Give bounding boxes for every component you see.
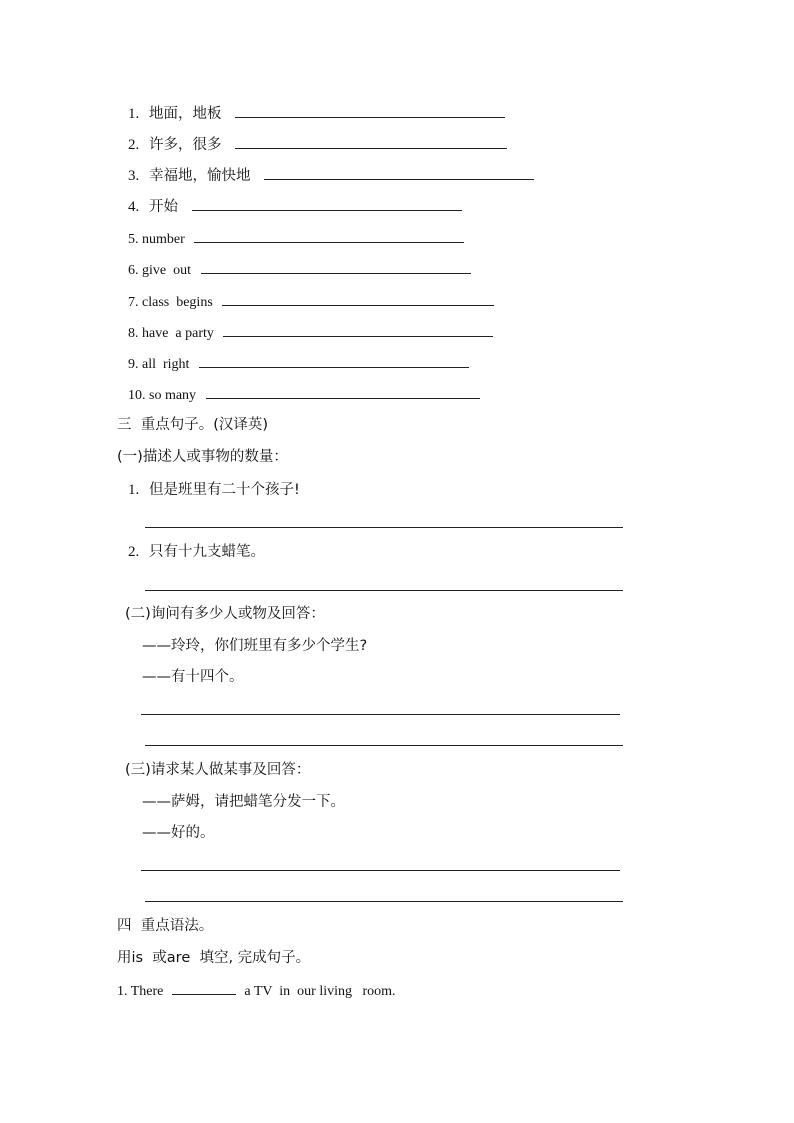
- answer-line[interactable]: [145, 901, 623, 902]
- item-number: 7.: [128, 295, 139, 310]
- item-number: 2.: [128, 544, 140, 560]
- item-prompt: number: [142, 232, 185, 247]
- subsection-3-heading: (三)请求某人做某事及回答：: [125, 762, 311, 778]
- item-number: 6.: [128, 263, 139, 278]
- item-prompt: 但是班里有二十个孩子!: [149, 482, 300, 498]
- item-number: 2.: [128, 137, 140, 153]
- answer-line[interactable]: [141, 870, 620, 871]
- dialogue-question: ——玲玲，你们班里有多少个学生?: [142, 638, 368, 654]
- item-number: 1.: [128, 482, 140, 498]
- item-prompt: 开始: [149, 199, 178, 215]
- answer-blank[interactable]: [172, 981, 236, 995]
- item-number: 3.: [128, 168, 140, 184]
- answer-line[interactable]: [145, 590, 623, 591]
- answer-blank[interactable]: [194, 228, 464, 243]
- answer-blank[interactable]: [199, 353, 469, 368]
- item-number: 5.: [128, 232, 139, 247]
- vocab-item-4: [128, 196, 462, 216]
- item-number: 9.: [128, 357, 139, 372]
- answer-blank[interactable]: [223, 322, 493, 337]
- question-text-after: a TV in our living room.: [244, 984, 396, 999]
- item-prompt: all right: [142, 357, 190, 372]
- item-prompt: class begins: [142, 295, 213, 310]
- answer-line[interactable]: [141, 714, 620, 715]
- grammar-question-1: [117, 981, 396, 1001]
- item-prompt: 地面，地板: [149, 106, 222, 122]
- item-prompt: 只有十九支蜡笔。: [149, 544, 265, 560]
- sentence-item-2: [128, 543, 265, 561]
- sentence-item-1: [128, 481, 300, 499]
- dialogue-answer: ——有十四个。: [142, 669, 244, 685]
- item-number: 1.: [128, 106, 140, 122]
- item-prompt: give out: [142, 263, 191, 278]
- vocab-item-2: [128, 134, 507, 154]
- answer-blank[interactable]: [192, 196, 462, 211]
- vocab-item-3: [128, 165, 534, 185]
- answer-line[interactable]: [145, 527, 623, 528]
- section-4-title: 四 重点语法。: [117, 918, 214, 934]
- item-prompt: 幸福地，愉快地: [149, 168, 251, 184]
- item-prompt: so many: [149, 388, 197, 403]
- item-number: 10.: [128, 388, 146, 403]
- item-number: 4.: [128, 199, 140, 215]
- question-text-before: 1. There: [117, 984, 164, 999]
- answer-blank[interactable]: [206, 384, 480, 399]
- item-prompt: 许多，很多: [149, 137, 222, 153]
- answer-blank[interactable]: [235, 103, 505, 118]
- vocab-item-6: [128, 259, 471, 280]
- grammar-instruction: 用is 或are 填空, 完成句子。: [117, 950, 311, 966]
- dialogue-request: ——萨姆，请把蜡笔分发一下。: [142, 794, 345, 810]
- vocab-item-10: [128, 384, 480, 405]
- vocab-item-5: [128, 228, 464, 249]
- answer-blank[interactable]: [264, 165, 534, 180]
- answer-line[interactable]: [145, 745, 623, 746]
- section-3-title: 三 重点句子。(汉译英): [117, 417, 269, 433]
- vocab-item-7: [128, 291, 494, 312]
- subsection-2-heading: (二)询问有多少人或物及回答：: [125, 606, 325, 622]
- vocab-item-1: [128, 103, 505, 123]
- item-number: 8.: [128, 326, 139, 341]
- answer-blank[interactable]: [222, 291, 494, 306]
- vocab-item-8: [128, 322, 493, 343]
- subsection-1-heading: (一)描述人或事物的数量：: [117, 449, 288, 465]
- item-prompt: have a party: [142, 326, 214, 341]
- vocab-item-9: [128, 353, 469, 374]
- answer-blank[interactable]: [201, 259, 471, 274]
- answer-blank[interactable]: [235, 134, 507, 149]
- dialogue-reply: ——好的。: [142, 825, 215, 841]
